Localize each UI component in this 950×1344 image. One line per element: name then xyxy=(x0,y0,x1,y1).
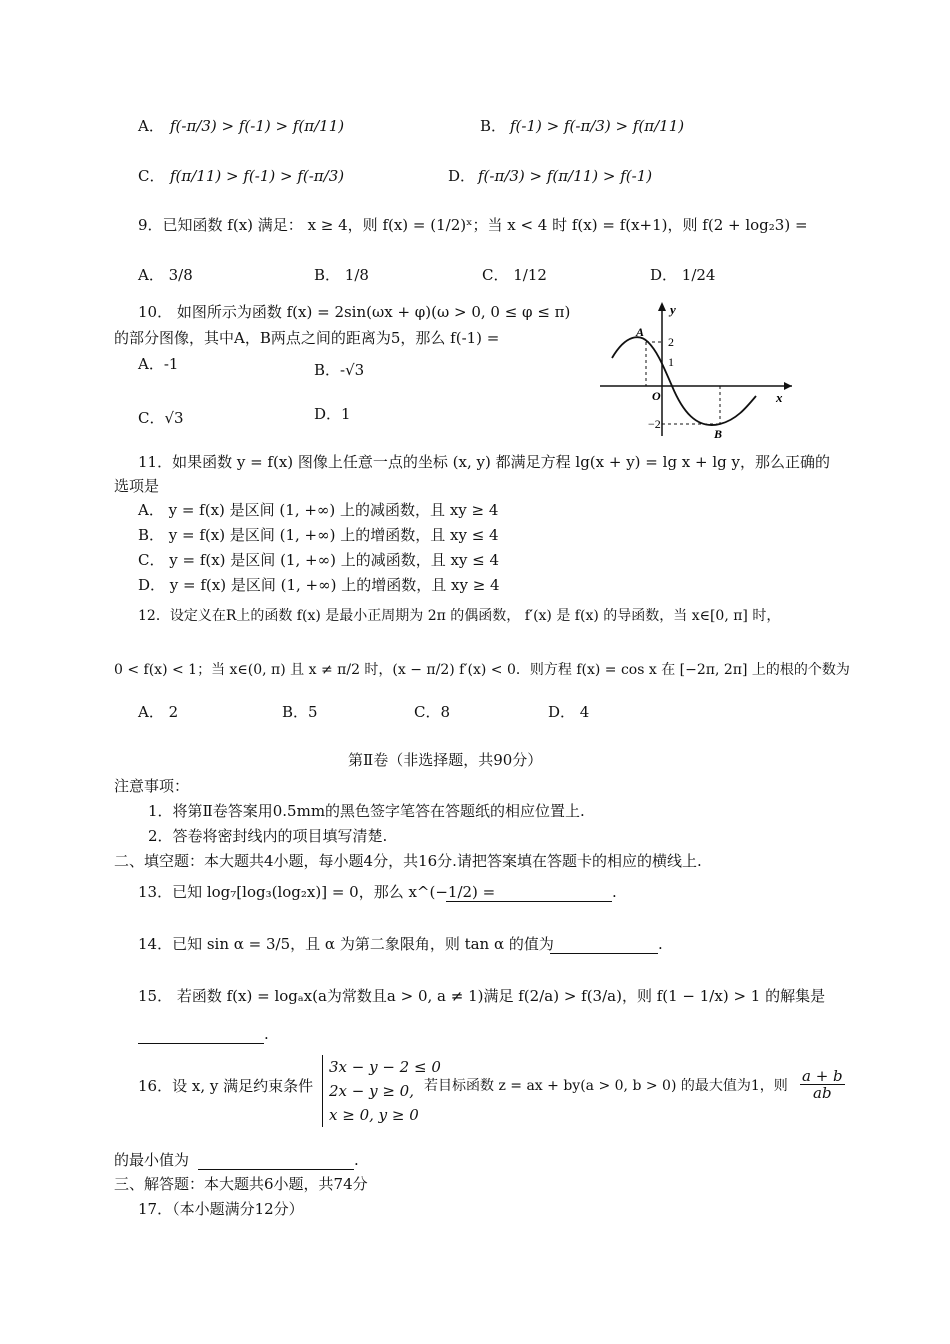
q13-answer-blank[interactable] xyxy=(446,882,617,902)
q16-period: . xyxy=(354,1151,359,1169)
q10-sine-graph xyxy=(596,298,796,440)
q12-stem-line1: 12．设定义在R上的函数 f(x) 是最小正周期为 2π 的偶函数， f′(x) 是 f(x) 的导函数，当 x∈[0, π] 时， xyxy=(138,608,781,624)
q8-option-c: C． xyxy=(138,167,165,185)
graph-origin-label: O xyxy=(652,389,661,403)
graph-point-a: A xyxy=(636,325,645,339)
q14-answer-blank[interactable] xyxy=(550,934,663,954)
q11-stem-line1: 11．如果函数 y = f(x) 图像上任意一点的坐标 (x, y) 都满足方程 lg(x + y) = lg x + lg y，那么正确的 xyxy=(138,453,831,471)
q9-option-d: D． 1/24 xyxy=(650,266,716,284)
q16-fraction xyxy=(798,1068,847,1101)
q9-option-b: B． 1/8 xyxy=(314,266,369,284)
q16-constraint-1: 3x − y − 2 ≤ 0 xyxy=(329,1058,441,1076)
q10-stem-line1: 10． 如图所示为函数 f(x) = 2sin(ωx + φ)(ω > 0, 0 ≤ φ ≤ π) xyxy=(138,303,571,321)
q16-answer-blank[interactable] xyxy=(198,1150,359,1170)
graph-y-label: y xyxy=(670,302,676,317)
notice-title: 注意事项： xyxy=(114,777,190,795)
q16-tail: 的最小值为 xyxy=(114,1151,190,1169)
q13-stem: 13．已知 log₇[log₃(log₂x)] = 0，那么 x^(−1/2) = xyxy=(138,883,496,901)
q10-option-b: B．-√3 xyxy=(314,361,365,379)
q16-frac-num: a + b xyxy=(802,1067,843,1085)
q12-option-c: C．8 xyxy=(414,703,451,721)
q16-frac-den: ab xyxy=(813,1084,832,1102)
q8-option-a-expr: f(-π/3) > f(-1) > f(π/11) xyxy=(170,117,345,135)
q10-option-c: C．√3 xyxy=(138,409,184,427)
part2-title: 第Ⅱ卷（非选择题，共90分） xyxy=(348,751,543,769)
q8-option-d: D． xyxy=(448,167,476,185)
q9-stem: 9．已知函数 f(x) 满足： x ≥ 4，则 f(x) = (1/2)ˣ；当 x < 4 时 f(x) = f(x+1)，则 f(2 + log₂3) = xyxy=(138,216,808,234)
section2-heading: 二、填空题：本大题共4小题，每小题4分，共16分.请把答案填在答题卡的相应的横线上. xyxy=(114,852,702,870)
q11-stem-line2: 选项是 xyxy=(114,477,160,495)
q16-constraint-3: x ≥ 0, y ≥ 0 xyxy=(329,1106,419,1124)
q15-period: . xyxy=(264,1025,269,1043)
q14-period: . xyxy=(658,935,663,953)
q8-option-a: A． xyxy=(138,117,164,135)
q11-option-c: C． y = f(x) 是区间 (1, +∞) 上的减函数，且 xy ≤ 4 xyxy=(138,551,500,569)
q17-heading: 17．（本小题满分12分） xyxy=(138,1200,304,1218)
graph-tick-1: 1 xyxy=(668,355,674,369)
q11-option-b: B． y = f(x) 是区间 (1, +∞) 上的增函数，且 xy ≤ 4 xyxy=(138,526,499,544)
q16-constraint-2: 2x − y ≥ 0, xyxy=(329,1082,414,1100)
q9-option-c: C． 1/12 xyxy=(482,266,547,284)
q10-option-d: D．1 xyxy=(314,405,351,423)
q12-option-b: B．5 xyxy=(282,703,318,721)
q12-option-d: D． 4 xyxy=(548,703,590,721)
q8-option-b-expr: f(-1) > f(-π/3) > f(π/11) xyxy=(510,117,685,135)
q11-option-a: A． y = f(x) 是区间 (1, +∞) 上的减函数，且 xy ≥ 4 xyxy=(138,501,499,519)
graph-tick-neg2: −2 xyxy=(648,417,661,431)
q9-option-a: A． 3/8 xyxy=(138,266,193,284)
q12-option-a: A． 2 xyxy=(138,703,179,721)
q15-stem: 15． 若函数 f(x) = logₐx(a为常数且a > 0, a ≠ 1)满足 f(2/a) > f(3/a)，则 f(1 − 1/x) > 1 的解集是 xyxy=(138,987,826,1005)
q14-stem: 14．已知 sin α = 3/5，且 α 为第二象限角，则 tan α 的值为 xyxy=(138,935,554,953)
section3-heading: 三、解答题：本大题共6小题，共74分 xyxy=(114,1175,368,1193)
q10-option-a: A．-1 xyxy=(138,355,179,373)
graph-x-label: x xyxy=(776,390,783,405)
q8-option-d-expr: f(-π/3) > f(π/11) > f(-1) xyxy=(478,167,653,185)
notice-item-1: 1．将第Ⅱ卷答案用0.5mm的黑色签字笔答在答题纸的相应位置上. xyxy=(148,802,585,820)
q10-stem-line2: 的部分图像，其中A，B两点之间的距离为5，那么 f(-1) = xyxy=(114,329,500,347)
q11-option-d: D． y = f(x) 是区间 (1, +∞) 上的增函数，且 xy ≥ 4 xyxy=(138,576,500,594)
notice-item-2: 2．答卷将密封线内的项目填写清楚. xyxy=(148,827,388,845)
q16-stem-a: 16．设 x, y 满足约束条件 xyxy=(138,1077,314,1095)
q15-answer-blank[interactable] xyxy=(138,1024,269,1044)
q13-period: . xyxy=(612,883,617,901)
q12-stem-line2: 0 < f(x) < 1；当 x∈(0, π) 且 x ≠ π/2 时，(x − π/2) f′(x) < 0．则方程 f(x) = cos x 在 [−2π, 2π] 上的根的个数为 xyxy=(114,662,850,678)
q8-option-c-expr: f(π/11) > f(-1) > f(-π/3) xyxy=(170,167,345,185)
q16-stem-b: 若目标函数 z = ax + by(a > 0, b > 0) 的最大值为1，则 xyxy=(424,1078,788,1094)
graph-point-b: B xyxy=(714,427,723,440)
q8-option-b: B． xyxy=(480,117,507,135)
graph-tick-2: 2 xyxy=(668,335,674,349)
